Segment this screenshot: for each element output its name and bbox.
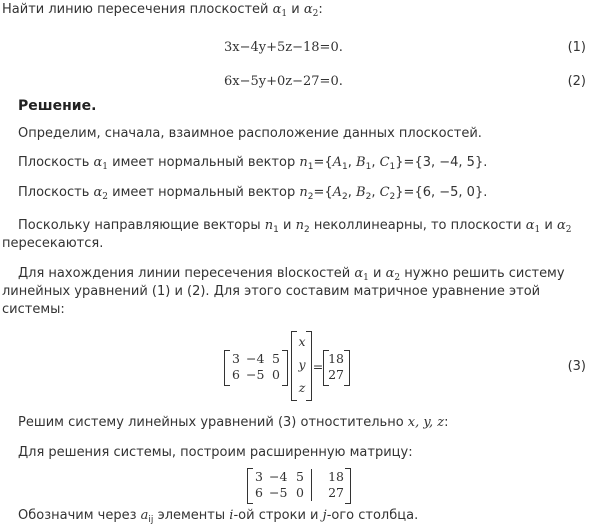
equation-1-number: (1) xyxy=(567,40,586,55)
problem-statement: Найти линию пересечения плоскостей $\alpha_1$ и $\alpha_2$: xyxy=(2,2,323,19)
equation-1: 3x−4y+5z−18=0. xyxy=(224,40,343,55)
rhs-right-bracket xyxy=(344,350,350,386)
paragraph-7: Для решения системы, построим расширенную матрицу: xyxy=(18,445,413,460)
solution-title: Решение. xyxy=(18,98,97,114)
plane-alpha-1: $\alpha_1$ xyxy=(272,2,288,19)
paragraph-6: Решим систему линейных уравнений (3) отностительно x, y, z: xyxy=(18,415,449,430)
paragraph-2: Плоскость $\alpha_1$ имеет нормальный вектор $n_1=\{A_1$, $B_1$, $C_1\}=\{3$, −4, 5}. xyxy=(18,155,488,172)
right-bracket xyxy=(282,350,288,386)
paragraph-4-line-2: пересекаются. xyxy=(2,236,104,251)
paragraph-1: Определим, сначала, взаимное расположение данных плоскостей. xyxy=(18,126,482,141)
equation-2-number: (2) xyxy=(567,74,586,89)
paragraph-8: Обозначим через $a_{ij}$ элементы i-ой строки и j-ого столбца. xyxy=(18,508,419,525)
paragraph-4-line-1: Поскольку направляющие векторы $n_1$ и $n_2$ неколлинеарны, то плоскости $\alpha_1$ и $\alpha_2$ xyxy=(18,218,572,235)
paragraph-3: Плоскость $\alpha_2$ имеет нормальный вектор $n_2=\{A_2$, $B_2$, $C_2\}=\{6$, −5, 0}. xyxy=(18,185,488,202)
equation-3-number: (3) xyxy=(567,359,586,374)
paragraph-5-line-2: линейных уравнений (1) и (2). Для этого составим матричное уравнение этой xyxy=(2,284,541,299)
plane-alpha-2: $\alpha_2$ xyxy=(303,2,319,19)
paragraph-5-line-3: системы: xyxy=(2,302,65,317)
aug-divider xyxy=(311,469,312,501)
equation-2: 6x−5y+0z−27=0. xyxy=(224,74,343,89)
aug-right-bracket xyxy=(345,468,351,504)
paragraph-5-line-1: Для нахождения линии пересечения вlоскостей $\alpha_1$ и $\alpha_2$ нужно решить систему xyxy=(18,266,565,283)
